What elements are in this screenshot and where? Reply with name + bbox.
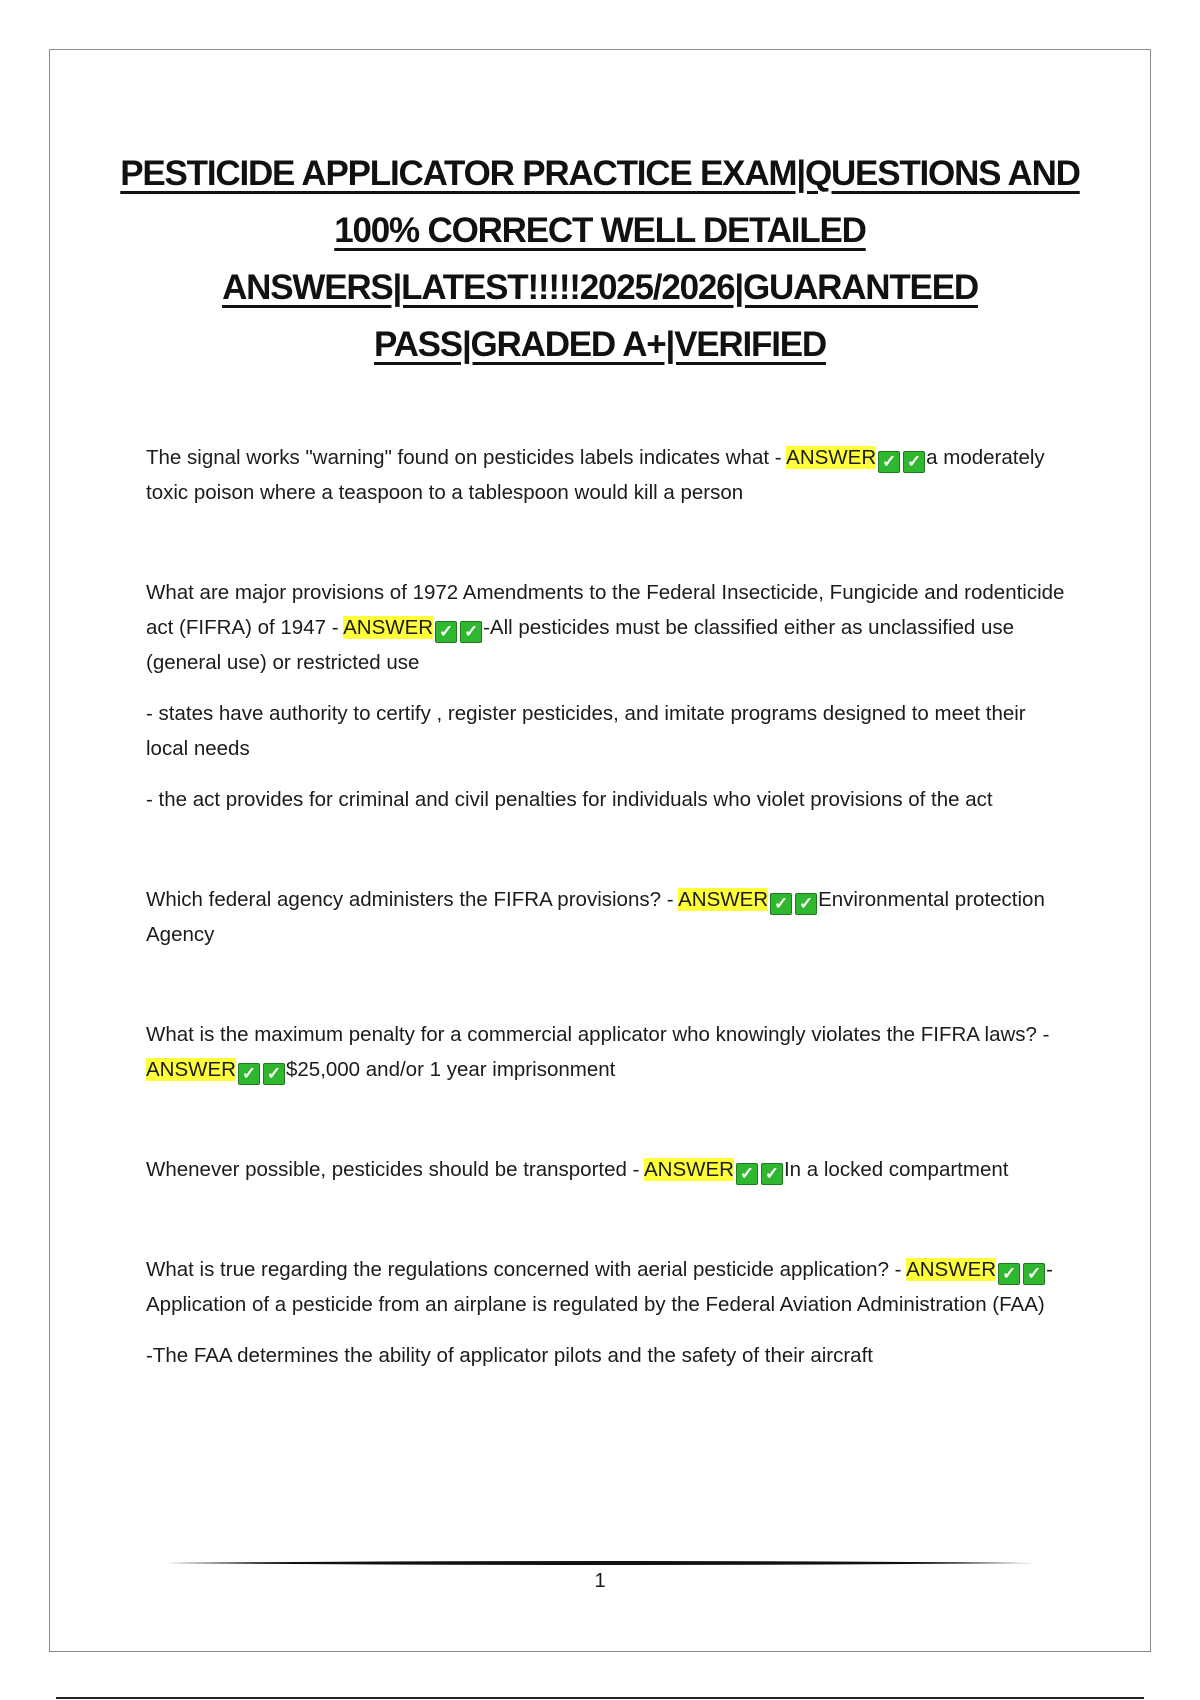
question-text: The signal works "warning" found on pesticides labels indicates what - xyxy=(146,446,787,469)
qa-paragraph xyxy=(146,1252,1066,1322)
answer-label: ANSWER xyxy=(146,1058,236,1081)
answer-label: ANSWER xyxy=(678,888,769,911)
bottom-divider xyxy=(56,1697,1144,1699)
check-mark-icon: ✓ xyxy=(1023,1263,1045,1285)
check-mark-icon: ✓ xyxy=(460,621,482,643)
check-mark-icon: ✓ xyxy=(435,621,457,643)
check-mark-icon: ✓ xyxy=(761,1163,783,1185)
answer-continuation: - states have authority to certify , register pesticides, and imitate programs designed to meet their local needs xyxy=(146,702,1026,760)
check-mark-icon: ✓ xyxy=(238,1063,260,1085)
qa-item xyxy=(146,575,1066,817)
check-mark-icon: ✓ xyxy=(736,1163,758,1185)
question-text: What is true regarding the regulations concerned with aerial pesticide application? - xyxy=(146,1258,907,1281)
answer-text: Environmental protection Agency xyxy=(146,888,1045,946)
check-mark-icon: ✓ xyxy=(878,451,900,473)
qa-paragraph xyxy=(146,1017,1066,1087)
answer-text: $25,000 and/or 1 year imprisonment xyxy=(285,1058,616,1081)
check-mark-icon: ✓ xyxy=(795,893,817,915)
question-text: What are major provisions of 1972 Amendments to the Federal Insecticide, Fungicide and rodenticide act (FIFRA) of 1947 - xyxy=(146,581,1065,639)
qa-item xyxy=(146,1017,1066,1087)
qa-paragraph xyxy=(146,440,1066,510)
qa-item xyxy=(146,1152,1066,1187)
answer-text: -Application of a pesticide from an airplane is regulated by the Federal Aviation Administration (FAA) xyxy=(146,1258,1053,1316)
qa-paragraph xyxy=(146,1152,1066,1187)
page-number: 1 xyxy=(594,1570,606,1592)
question-text: Whenever possible, pesticides should be transported - xyxy=(146,1158,644,1181)
footer-divider xyxy=(165,1560,1035,1566)
qa-item xyxy=(146,440,1066,510)
answer-text: a moderately toxic poison where a teaspoon to a tablespoon would kill a person xyxy=(146,446,1045,504)
answer-text: -All pesticides must be classified either as unclassified use (general use) or restricted use xyxy=(146,616,1015,674)
question-text: Which federal agency administers the FIFRA provisions? - xyxy=(146,888,679,911)
answer-label: ANSWER xyxy=(643,1158,734,1181)
check-mark-icon: ✓ xyxy=(903,451,925,473)
document-title: PESTICIDE APPLICATOR PRACTICE EXAM|QUESTIONS AND 100% CORRECT WELL DETAILED ANSWERS|LATEST!!!!!2025/2026|GUARANTEED PASS|GRADED A+|VERIFIED xyxy=(120,154,1080,364)
answer-label: ANSWER xyxy=(343,616,434,639)
answer-label: ANSWER xyxy=(906,1258,997,1281)
check-mark-icon: ✓ xyxy=(998,1263,1020,1285)
qa-paragraph xyxy=(146,882,1066,952)
answer-text: In a locked compartment xyxy=(783,1158,1009,1181)
qa-item xyxy=(146,882,1066,952)
answer-continuation: -The FAA determines the ability of applicator pilots and the safety of their aircraft xyxy=(146,1344,873,1367)
qa-paragraph xyxy=(146,575,1066,680)
check-mark-icon: ✓ xyxy=(770,893,792,915)
answer-continuation: - the act provides for criminal and civil penalties for individuals who violet provisions of the act xyxy=(146,788,993,811)
check-mark-icon: ✓ xyxy=(263,1063,285,1085)
qa-item xyxy=(146,1252,1066,1373)
question-text: What is the maximum penalty for a commercial applicator who knowingly violates the FIFRA laws? - xyxy=(146,1023,1050,1046)
qa-content xyxy=(146,440,1066,1373)
answer-label: ANSWER xyxy=(786,446,877,469)
